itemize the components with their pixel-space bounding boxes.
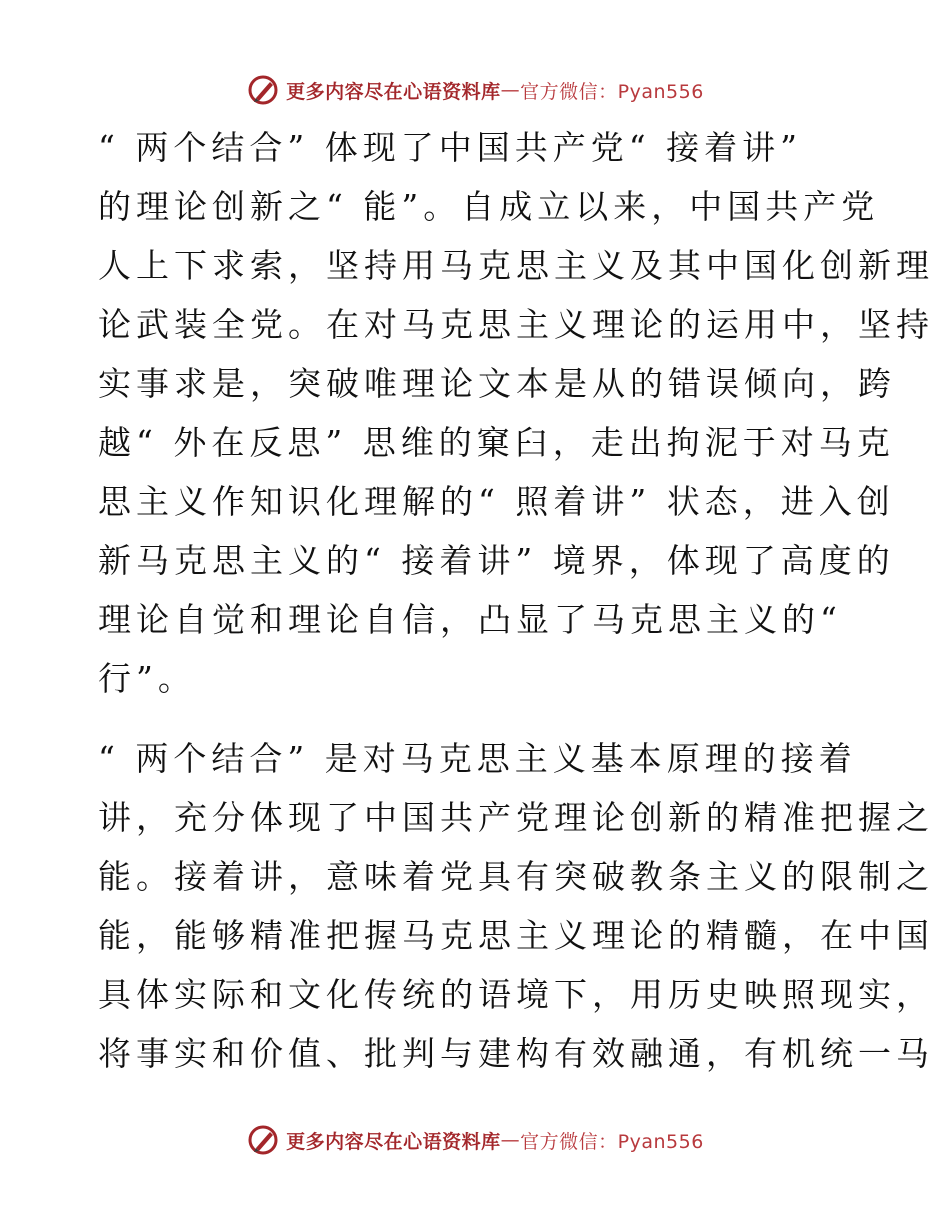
- text-line: 讲，充分体现了中国共产党理论创新的精准把握之: [98, 798, 934, 837]
- pen-logo-icon: [246, 73, 280, 107]
- text-line: 论武装全党。在对马克思主义理论的运用中，坚持: [98, 305, 934, 344]
- header-contact-text: 官方微信：Pyan556: [520, 80, 704, 103]
- header-separator: —: [500, 79, 521, 101]
- paragraph-gap: [98, 708, 858, 729]
- text-line: 思主义作知识化理解的“ 照着讲” 状态，进入创: [98, 482, 895, 521]
- text-line: 实事求是，突破唯理论文本是从的错误倾向，跨: [98, 364, 896, 403]
- text-line: 能，能够精准把握马克思主义理论的精髓，在中国: [98, 916, 934, 955]
- text-line: 新马克思主义的“ 接着讲” 境界，体现了高度的: [98, 541, 895, 580]
- footer-separator: —: [500, 1129, 521, 1151]
- text-line: 理论自觉和理论自信，凸显了马克思主义的“: [98, 600, 842, 639]
- paragraph: [98, 729, 934, 1083]
- text-line: 越“ 外在反思” 思维的窠臼，走出拘泥于对马克: [98, 423, 895, 462]
- text-line: 的理论创新之“ 能”。自成立以来，中国共产党: [98, 187, 880, 226]
- text-line: 行”。: [98, 659, 196, 698]
- text-line: 能。接着讲，意味着党具有突破教条主义的限制之: [98, 857, 934, 896]
- footer-banner: [0, 1118, 950, 1162]
- text-line: 将事实和价值、批判与建构有效融通，有机统一马: [98, 1034, 934, 1073]
- document-body: [98, 118, 934, 1083]
- paragraph: [98, 118, 934, 708]
- text-line: 人上下求索，坚持用马克思主义及其中国化创新理: [98, 246, 934, 285]
- pen-logo-icon: [246, 1123, 280, 1157]
- footer-brand-text: 更多内容尽在心语资料库: [286, 1130, 501, 1153]
- footer-contact-text: 官方微信：Pyan556: [520, 1130, 704, 1153]
- text-line: “ 两个结合” 体现了中国共产党“ 接着讲”: [98, 128, 802, 167]
- header-brand-text: 更多内容尽在心语资料库: [286, 80, 501, 103]
- header-banner: [0, 68, 950, 112]
- text-line: 具体实际和文化传统的语境下，用历史映照现实，: [98, 975, 934, 1014]
- text-line: “ 两个结合” 是对马克思主义基本原理的接着: [98, 739, 857, 778]
